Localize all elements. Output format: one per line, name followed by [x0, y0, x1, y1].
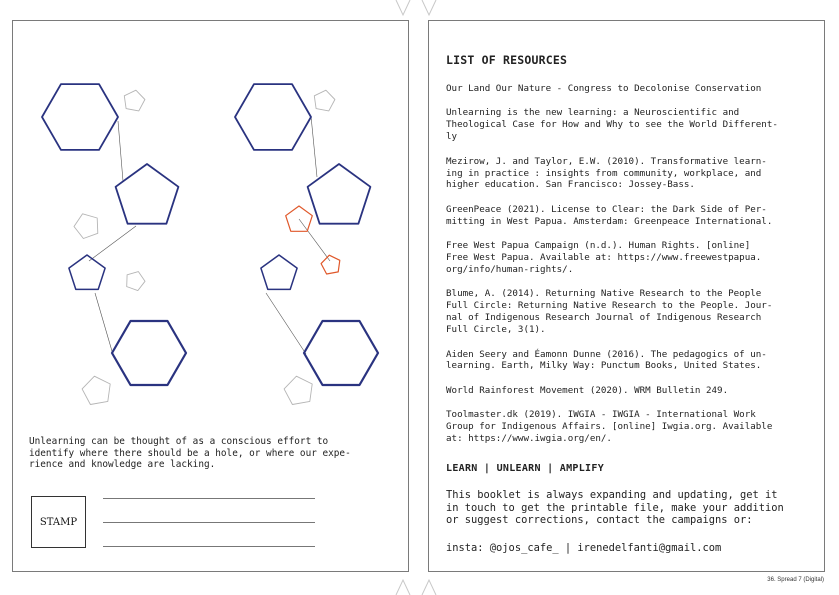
right-page — [428, 20, 825, 572]
small-pentagon-shape — [127, 272, 145, 291]
resources-title: LIST OF RESOURCES — [446, 53, 568, 67]
small-pentagon-shape — [124, 90, 145, 111]
connector-line — [266, 293, 306, 354]
hexagon-shape — [112, 321, 186, 385]
resource-item: Our Land Our Nature - Congress to Decolonise Conservation — [446, 83, 762, 94]
slogan: LEARN | UNLEARN | AMPLIFY — [446, 463, 605, 474]
resource-item: Mezirow, J. and Taylor, E.W. (2010). Transformative learn- ing in practice : insights from community, workplace, and higher education. San Francisco: Jossey-Bass. — [446, 155, 767, 191]
pentagon-shape — [261, 255, 297, 289]
resource-item: Toolmaster.dk (2019). IWGIA - IWGIA - International Work Group for Indigenous Affairs. [online] Iwgia.org. Available at: https://www.iwgia.org/en/. — [446, 409, 773, 445]
connector-line — [89, 226, 136, 261]
unlearning-caption: Unlearning can be thought of as a conscious effort to identify where there should be a hole, or where our expe- rience and knowledge are lacking. — [29, 436, 351, 470]
crop-mark-bottom — [392, 577, 442, 595]
hexagon-illustration — [13, 21, 408, 421]
hexagon-shape — [235, 84, 311, 150]
hexagon-shape — [42, 84, 118, 150]
pentagon-shape — [116, 164, 179, 224]
resource-item: Blume, A. (2014). Returning Native Research to the People Full Circle: Returning Native Research to the People. Jour- nal of Indigenous Research Journal of Indigenous Research Full Circle, 3(1). — [446, 288, 773, 336]
small-pentagon-shape — [74, 214, 98, 239]
contact-info: insta: @ojos_cafe_ | irenedelfanti@gmail.com — [446, 542, 722, 554]
stamp-box — [31, 496, 86, 548]
resource-item: Unlearning is the new learning: a Neuroscientific and Theological Case for How and Why to see the World Different- ly — [446, 107, 778, 143]
accent-pentagon-shape — [286, 206, 313, 231]
resource-item: GreenPeace (2021). License to Clear: the Dark Side of Per- mitting in West Papua. Amsterdam: Greenpeace International. — [446, 203, 773, 227]
signature-line — [103, 498, 315, 499]
connector-line — [118, 121, 123, 181]
pentagon-shape — [69, 255, 105, 289]
connector-line — [299, 219, 330, 261]
page-footer-label: 36. Spread 7 (Digital) — [767, 577, 824, 583]
crop-mark-top — [392, 0, 442, 18]
resource-item: Aiden Seery and Éamonn Dunne (2016). The pedagogics of un- learning. Earth, Milky Way: Punctum Books, United States. — [446, 348, 767, 372]
hexagon-shape — [304, 321, 378, 385]
small-pentagon-shape — [314, 90, 335, 111]
signature-line — [103, 522, 315, 523]
booklet-note: This booklet is always expanding and updating, get it in touch to get the printable file, make your addition or suggest corrections, contact the campaigns or: — [446, 489, 784, 527]
stamp-label: STAMP — [39, 516, 78, 528]
resource-list — [446, 83, 811, 457]
signature-line — [103, 546, 315, 547]
pentagon-shape — [308, 164, 371, 224]
connector-line — [95, 293, 114, 358]
small-pentagon-shape — [82, 376, 110, 404]
left-page — [12, 20, 409, 572]
resource-item: Free West Papua Campaign (n.d.). Human Rights. [online] Free West Papua. Available at: https://www.freewestpapua. org/info/human-rights/. — [446, 240, 762, 275]
accent-pentagon-shape — [321, 255, 340, 274]
connector-line — [311, 116, 317, 177]
resource-item: World Rainforest Movement (2020). WRM Bulletin 249. — [446, 384, 729, 396]
small-pentagon-shape — [284, 376, 312, 404]
